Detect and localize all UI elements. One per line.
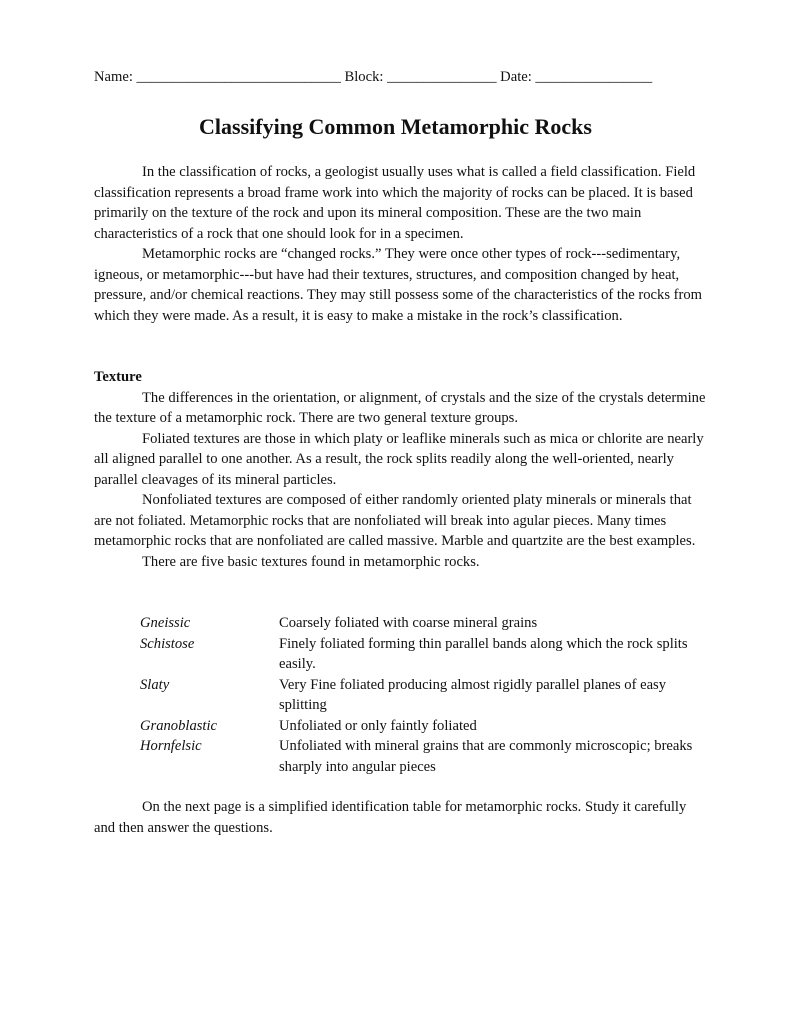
texture-type-row — [140, 736, 710, 777]
texture-term: Gneissic — [140, 615, 191, 631]
closing-section — [94, 797, 706, 838]
texture-type-row — [140, 613, 710, 634]
texture-term: Hornfelsic — [140, 738, 202, 754]
texture-description: Finely foliated forming thin parallel bands along which the rock splits easily. — [279, 635, 688, 672]
texture-term: Schistose — [140, 635, 195, 652]
texture-description: Very Fine foliated producing almost rigidly parallel planes of easy splitting — [279, 676, 667, 713]
texture-description: Coarsely foliated with coarse mineral grains — [279, 615, 538, 631]
texture-paragraph-2: Foliated textures are those in which platy or leaflike minerals such as mica or chlorite are nearly all aligned parallel to one another. As a result, the rock splits readily along the well-oriented, nearly parallel cleavages of its mineral particles. — [94, 430, 704, 488]
page-title: Classifying Common Metamorphic Rocks — [199, 114, 592, 139]
texture-paragraph-1: The differences in the orientation, or alignment, of crystals and the size of the crystals determine the texture of a metamorphic rock. There are two general texture groups. — [94, 389, 706, 426]
texture-term: Granoblastic — [140, 717, 218, 734]
intro-paragraph-2: Metamorphic rocks are “changed rocks.” They were once other types of rock---sedimentary, igneous, or metamorphic---but have had their textures, structures, and composition changed by heat, pressure, and/or chemical reactions. They may still possess some of the characteristics of the rocks from which they were made. As a result, it is easy to make a mistake in the rock’s classification. — [94, 246, 703, 324]
texture-paragraph-3: Nonfoliated textures are composed of either randomly oriented platy minerals or minerals that are not foliated. Metamorphic rocks that are nonfoliated will break into agular pieces. Many times metamorphic rocks that are nonfoliated are called massive. Marble and quartzite are the best examples. — [94, 492, 696, 549]
intro-section — [94, 162, 706, 326]
texture-term: Slaty — [140, 676, 170, 693]
texture-type-row — [140, 634, 710, 675]
name-block-date-line: Name: ____________________________ Block: _______________ Date: ________________ — [94, 69, 653, 85]
texture-description: Unfoliated or only faintly foliated — [279, 717, 477, 734]
texture-types-list — [140, 613, 710, 777]
texture-section — [94, 367, 706, 572]
texture-paragraph-4: There are five basic textures found in metamorphic rocks. — [142, 553, 480, 570]
intro-paragraph-1: In the classification of rocks, a geologist usually uses what is called a field classification. Field classification represents a broad frame work into which the majority of rocks can be placed. It is based primarily on the texture of the rock and upon its mineral composition. These are the two main characteristics of a rock that one should look for in a specimen. — [94, 164, 696, 242]
texture-type-row — [140, 675, 710, 716]
texture-heading: Texture — [94, 369, 142, 385]
texture-description: Unfoliated with mineral grains that are commonly microscopic; breaks sharply into angular pieces — [279, 738, 693, 775]
closing-paragraph: On the next page is a simplified identification table for metamorphic rocks. Study it carefully and then answer the questions. — [94, 799, 687, 836]
texture-type-row — [140, 716, 710, 737]
